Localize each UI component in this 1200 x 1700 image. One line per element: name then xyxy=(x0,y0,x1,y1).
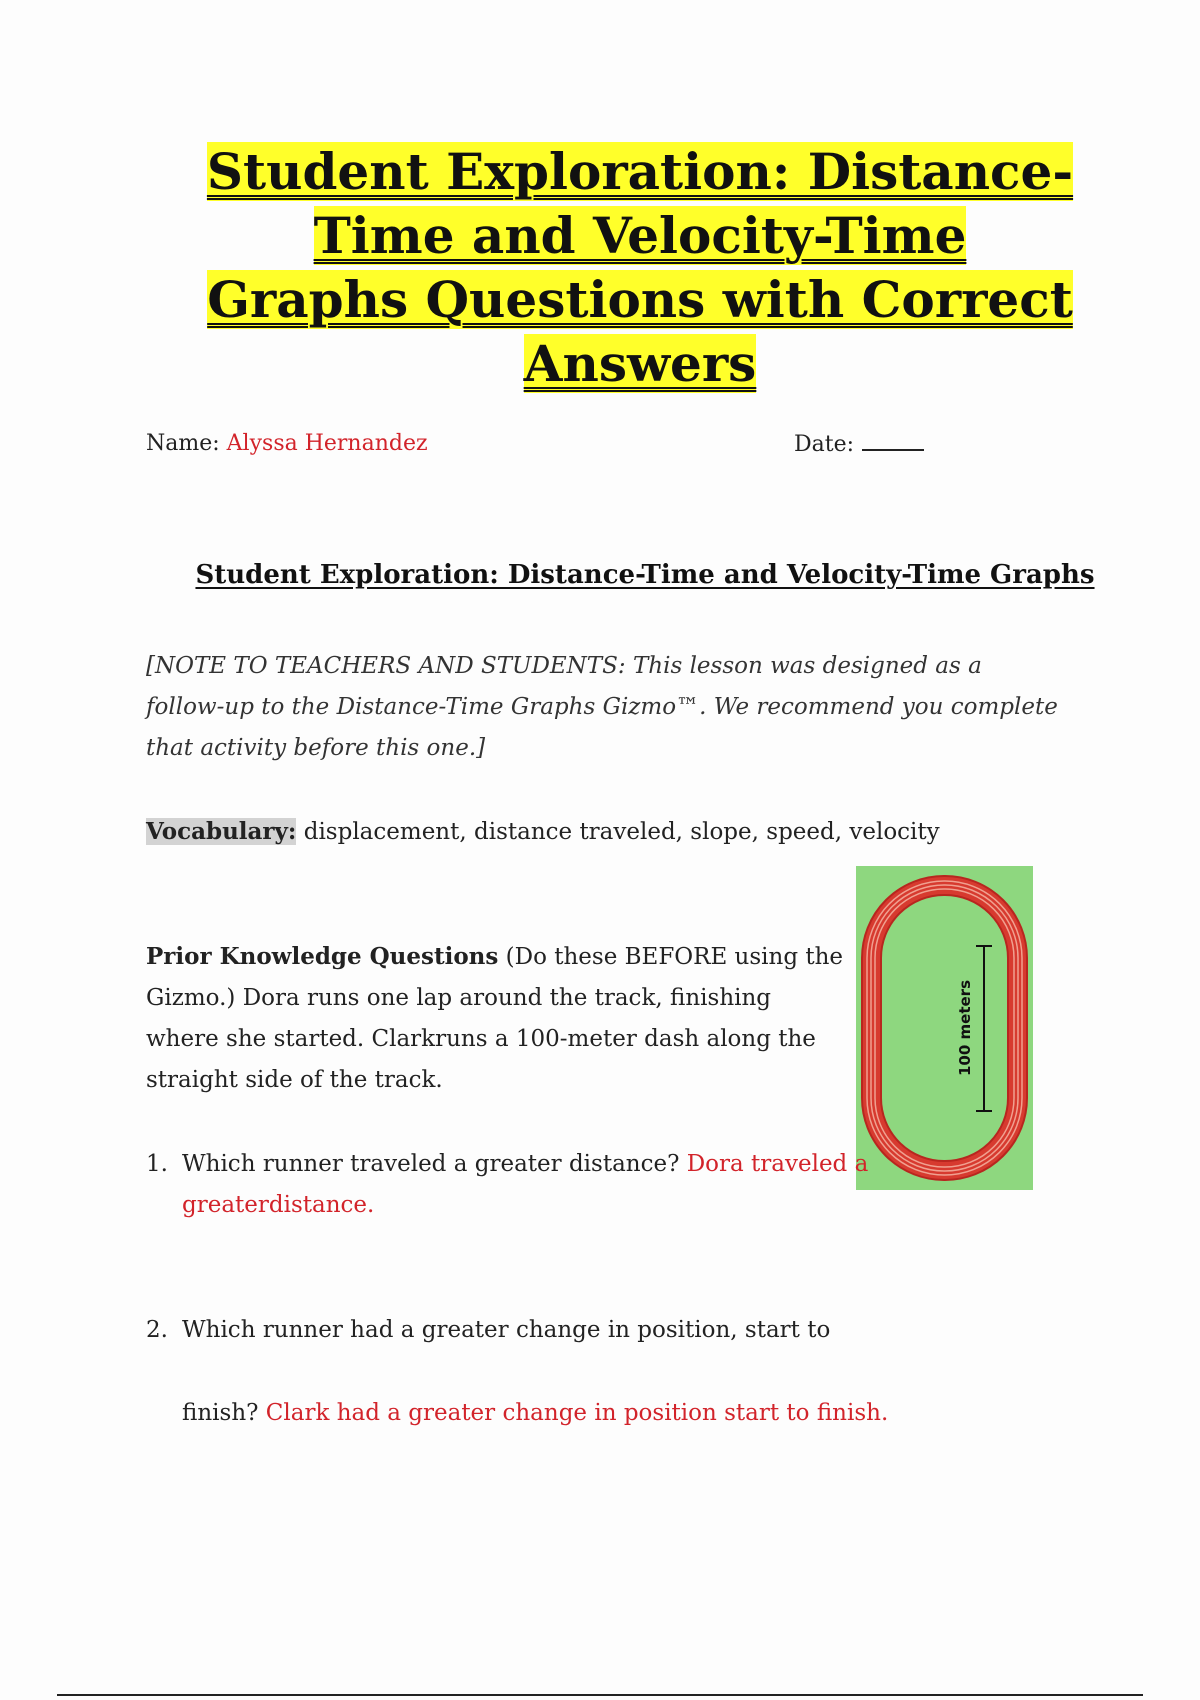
question-text-continued: finish? xyxy=(182,1400,259,1426)
question-text: Which runner had a greater change in position, start to xyxy=(182,1317,831,1343)
question-1 xyxy=(146,1144,868,1226)
question-number: 1. xyxy=(146,1151,168,1177)
question-2 xyxy=(146,1310,830,1351)
track-distance-label: 100 meters xyxy=(956,979,974,1077)
vocabulary-line xyxy=(146,818,940,845)
prior-knowledge-label: Prior Knowledge Questions xyxy=(146,943,499,970)
title-line-2: Time and Velocity-Time xyxy=(313,206,967,265)
title-line-1: Student Exploration: Distance- xyxy=(206,142,1074,201)
footer-divider xyxy=(57,1694,1143,1696)
teacher-note: [NOTE TO TEACHERS AND STUDENTS: This lesson was designed as a follow-up to the Distance-Time Graphs Gizmo™. We recommend you complete that activity before this one.] xyxy=(146,653,1058,761)
date-row xyxy=(794,431,924,457)
question-text: Which runner traveled a greater distance? xyxy=(182,1151,680,1177)
prior-knowledge xyxy=(146,936,846,1101)
answer-text-continued[interactable]: greaterdistance. xyxy=(182,1192,375,1218)
date-field[interactable] xyxy=(862,431,924,451)
vocabulary-label: Vocabulary: xyxy=(146,818,297,845)
name-row xyxy=(146,431,428,456)
section-subtitle: Student Exploration: Distance-Time and Velocity-Time Graphs xyxy=(195,560,1095,590)
name-value[interactable]: Alyssa Hernandez xyxy=(226,431,428,456)
vocabulary-text: displacement, distance traveled, slope, speed, velocity xyxy=(303,819,940,845)
date-label: Date: xyxy=(794,432,855,457)
title-line-3: Graphs Questions with Correct xyxy=(207,270,1073,329)
answer-text[interactable]: Dora traveled a xyxy=(686,1151,869,1177)
question-2-continued xyxy=(182,1393,888,1434)
name-label: Name: xyxy=(146,431,220,456)
track-infield xyxy=(881,895,1008,1161)
prior-knowledge-text: (Do these BEFORE using the Gizmo.) Dora runs one lap around the track, finishing where she started. Clarkruns a 100-meter dash along the straight side of the track. xyxy=(146,944,844,1093)
title-line-4: Answers xyxy=(523,334,757,393)
answer-text[interactable]: Clark had a greater change in position start to finish. xyxy=(265,1400,889,1426)
running-track-image xyxy=(856,866,1033,1190)
question-number: 2. xyxy=(146,1317,168,1343)
document-title xyxy=(180,140,1100,396)
